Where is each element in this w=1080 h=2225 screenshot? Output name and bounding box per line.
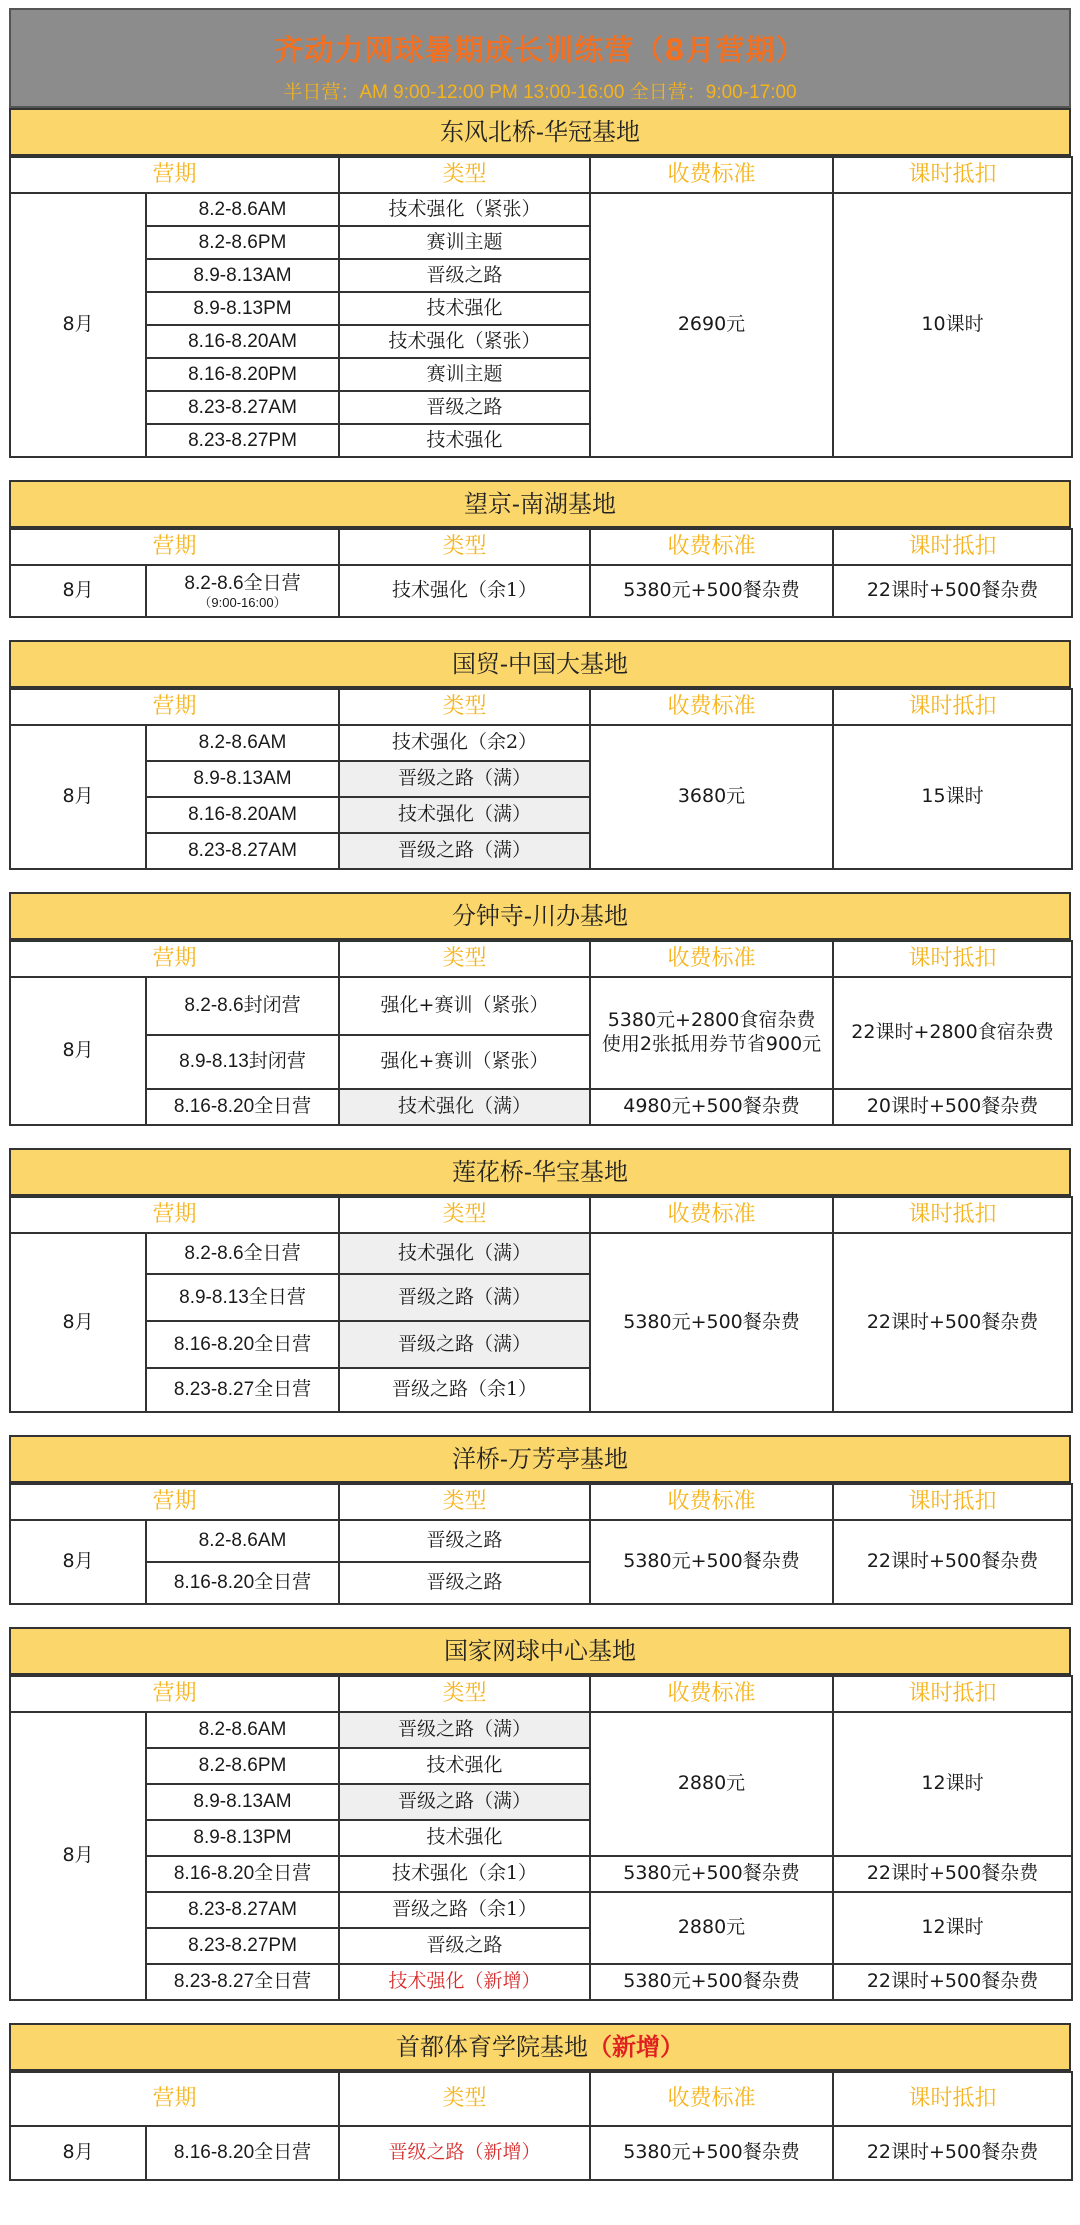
session-date: 8.23-8.27PM	[146, 424, 339, 457]
credit-cell: 22课时+500餐杂费	[833, 2126, 1072, 2180]
session-date: 8.23-8.27全日营	[146, 1368, 339, 1412]
session-type: 晋级之路（满）	[339, 1321, 590, 1368]
session-type: 技术强化（紧张）	[339, 193, 590, 226]
session-date: 8.16-8.20AM	[146, 325, 339, 358]
month-cell: 8月	[10, 1712, 146, 2000]
credit-cell: 22课时+500餐杂费	[833, 1233, 1072, 1412]
new-tag: （新增）	[588, 2032, 684, 2061]
col-period: 营期	[10, 941, 339, 977]
col-fee: 收费标准	[590, 689, 833, 725]
col-credit: 课时抵扣	[833, 1197, 1072, 1233]
credit-cell: 12课时	[833, 1712, 1072, 1856]
session-date: 8.9-8.13封闭营	[146, 1035, 339, 1089]
col-fee: 收费标准	[590, 1676, 833, 1712]
month-cell: 8月	[10, 1520, 146, 1604]
fee-cell: 5380元+500餐杂费	[590, 1856, 833, 1892]
site-title: 首都体育学院基地（新增）	[9, 2023, 1071, 2071]
col-credit: 课时抵扣	[833, 2072, 1072, 2126]
session-date: 8.2-8.6AM	[146, 1712, 339, 1748]
session-type: 技术强化（紧张）	[339, 325, 590, 358]
session-date: 8.23-8.27全日营	[146, 1964, 339, 2000]
site-title: 分钟寺-川办基地	[9, 892, 1071, 940]
col-credit: 课时抵扣	[833, 529, 1072, 565]
fee-cell: 2880元	[590, 1892, 833, 1964]
fee-cell: 5380元+500餐杂费	[590, 2126, 833, 2180]
hours-subtitle: 半日营：AM 9:00-12:00 PM 13:00-16:00 全日营：9:00-17:00	[283, 82, 797, 103]
schedule-table	[9, 688, 1073, 870]
session-date: 8.2-8.6AM	[146, 193, 339, 226]
month-cell: 8月	[10, 193, 146, 457]
col-period: 营期	[10, 689, 339, 725]
schedule-table	[9, 1675, 1073, 2001]
col-fee: 收费标准	[590, 1197, 833, 1233]
fee-cell: 4980元+500餐杂费	[590, 1089, 833, 1125]
session-date: 8.2-8.6PM	[146, 1748, 339, 1784]
col-type: 类型	[339, 1484, 590, 1520]
site-title: 莲花桥-华宝基地	[9, 1148, 1071, 1196]
session-type: 技术强化（满）	[339, 797, 590, 833]
fee-cell: 5380元+500餐杂费	[590, 565, 833, 617]
col-period: 营期	[10, 529, 339, 565]
site-title: 洋桥-万芳亭基地	[9, 1435, 1071, 1483]
page-title: 齐动力网球暑期成长训练营（8月营期）	[274, 33, 806, 67]
session-date: 8.16-8.20全日营	[146, 1321, 339, 1368]
month-cell: 8月	[10, 565, 146, 617]
session-type: 技术强化（余1）	[339, 1856, 590, 1892]
session-date: 8.16-8.20AM	[146, 797, 339, 833]
session-type: 技术强化	[339, 292, 590, 325]
session-type: 技术强化（余2）	[339, 725, 590, 761]
month-cell: 8月	[10, 977, 146, 1125]
col-type: 类型	[339, 529, 590, 565]
session-type: 赛训主题	[339, 226, 590, 259]
session-date: 8.16-8.20全日营	[146, 1562, 339, 1604]
session-type: 技术强化（满）	[339, 1233, 590, 1274]
session-type: 晋级之路（余1）	[339, 1368, 590, 1412]
schedule-table	[9, 528, 1073, 618]
fee-cell: 5380元+500餐杂费	[590, 1964, 833, 2000]
col-period: 营期	[10, 1676, 339, 1712]
session-date: 8.16-8.20全日营	[146, 2126, 339, 2180]
month-cell: 8月	[10, 2126, 146, 2180]
session-date: 8.2-8.6全日营	[146, 1233, 339, 1274]
credit-cell: 22课时+500餐杂费	[833, 1520, 1072, 1604]
col-period: 营期	[10, 2072, 339, 2126]
session-date: 8.2-8.6AM	[146, 725, 339, 761]
session-date: 8.9-8.13AM	[146, 259, 339, 292]
session-date: 8.16-8.20全日营	[146, 1089, 339, 1125]
session-type: 晋级之路（满）	[339, 1274, 590, 1321]
session-date: 8.2-8.6全日营 （9:00-16:00）	[146, 565, 339, 617]
col-fee: 收费标准	[590, 157, 833, 193]
session-date: 8.2-8.6封闭营	[146, 977, 339, 1035]
col-type: 类型	[339, 2072, 590, 2126]
session-date: 8.9-8.13PM	[146, 292, 339, 325]
session-type: 晋级之路	[339, 391, 590, 424]
session-type: 晋级之路	[339, 1562, 590, 1604]
page-header	[9, 8, 1071, 108]
session-type: 晋级之路（满）	[339, 833, 590, 869]
schedule-table	[9, 940, 1073, 1126]
session-date: 8.9-8.13PM	[146, 1820, 339, 1856]
credit-cell: 12课时	[833, 1892, 1072, 1964]
col-credit: 课时抵扣	[833, 941, 1072, 977]
credit-cell: 10课时	[833, 193, 1072, 457]
session-date: 8.23-8.27AM	[146, 1892, 339, 1928]
session-type: 技术强化（新增）	[339, 1964, 590, 2000]
col-period: 营期	[10, 157, 339, 193]
session-type: 晋级之路	[339, 259, 590, 292]
session-type: 技术强化（余1）	[339, 565, 590, 617]
session-date: 8.23-8.27PM	[146, 1928, 339, 1964]
session-type: 强化+赛训（紧张）	[339, 977, 590, 1035]
col-period: 营期	[10, 1484, 339, 1520]
col-type: 类型	[339, 157, 590, 193]
session-type: 晋级之路（新增）	[339, 2126, 590, 2180]
col-credit: 课时抵扣	[833, 689, 1072, 725]
camp-schedule	[9, 8, 1071, 2181]
session-type: 晋级之路（满）	[339, 1712, 590, 1748]
fee-cell: 2690元	[590, 193, 833, 457]
session-type: 技术强化（满）	[339, 1089, 590, 1125]
fee-cell: 5380元+500餐杂费	[590, 1520, 833, 1604]
schedule-table	[9, 1196, 1073, 1413]
session-type: 赛训主题	[339, 358, 590, 391]
session-type: 晋级之路（余1）	[339, 1892, 590, 1928]
session-date: 8.2-8.6AM	[146, 1520, 339, 1562]
col-type: 类型	[339, 1197, 590, 1233]
credit-cell: 15课时	[833, 725, 1072, 869]
fee-cell: 5380元+2800食宿杂费使用2张抵用券节省900元	[590, 977, 833, 1089]
session-type: 技术强化	[339, 1748, 590, 1784]
session-type: 晋级之路	[339, 1520, 590, 1562]
session-type: 晋级之路	[339, 1928, 590, 1964]
site-title: 望京-南湖基地	[9, 480, 1071, 528]
credit-cell: 22课时+500餐杂费	[833, 1964, 1072, 2000]
col-type: 类型	[339, 689, 590, 725]
col-credit: 课时抵扣	[833, 1484, 1072, 1520]
session-date: 8.16-8.20PM	[146, 358, 339, 391]
fee-cell: 5380元+500餐杂费	[590, 1233, 833, 1412]
col-type: 类型	[339, 941, 590, 977]
session-date: 8.2-8.6PM	[146, 226, 339, 259]
session-type: 晋级之路（满）	[339, 761, 590, 797]
col-fee: 收费标准	[590, 941, 833, 977]
credit-cell: 22课时+2800食宿杂费	[833, 977, 1072, 1089]
col-fee: 收费标准	[590, 2072, 833, 2126]
session-hours-note: （9:00-16:00）	[198, 594, 287, 610]
session-type: 技术强化	[339, 424, 590, 457]
credit-cell: 22课时+500餐杂费	[833, 1856, 1072, 1892]
session-date: 8.23-8.27AM	[146, 833, 339, 869]
session-type: 晋级之路（满）	[339, 1784, 590, 1820]
col-credit: 课时抵扣	[833, 1676, 1072, 1712]
month-cell: 8月	[10, 1233, 146, 1412]
col-fee: 收费标准	[590, 1484, 833, 1520]
session-date: 8.9-8.13全日营	[146, 1274, 339, 1321]
credit-cell: 20课时+500餐杂费	[833, 1089, 1072, 1125]
schedule-table	[9, 156, 1073, 458]
credit-cell: 22课时+500餐杂费	[833, 565, 1072, 617]
month-cell: 8月	[10, 725, 146, 869]
fee-cell: 2880元	[590, 1712, 833, 1856]
site-title: 国家网球中心基地	[9, 1627, 1071, 1675]
site-title: 东风北桥-华冠基地	[9, 108, 1071, 156]
site-title: 国贸-中国大基地	[9, 640, 1071, 688]
session-type: 技术强化	[339, 1820, 590, 1856]
col-credit: 课时抵扣	[833, 157, 1072, 193]
schedule-table	[9, 2071, 1073, 2181]
session-date: 8.16-8.20全日营	[146, 1856, 339, 1892]
session-date: 8.9-8.13AM	[146, 1784, 339, 1820]
schedule-table	[9, 1483, 1073, 1605]
col-type: 类型	[339, 1676, 590, 1712]
session-date: 8.23-8.27AM	[146, 391, 339, 424]
fee-cell: 3680元	[590, 725, 833, 869]
col-period: 营期	[10, 1197, 339, 1233]
session-type: 强化+赛训（紧张）	[339, 1035, 590, 1089]
session-date: 8.9-8.13AM	[146, 761, 339, 797]
col-fee: 收费标准	[590, 529, 833, 565]
